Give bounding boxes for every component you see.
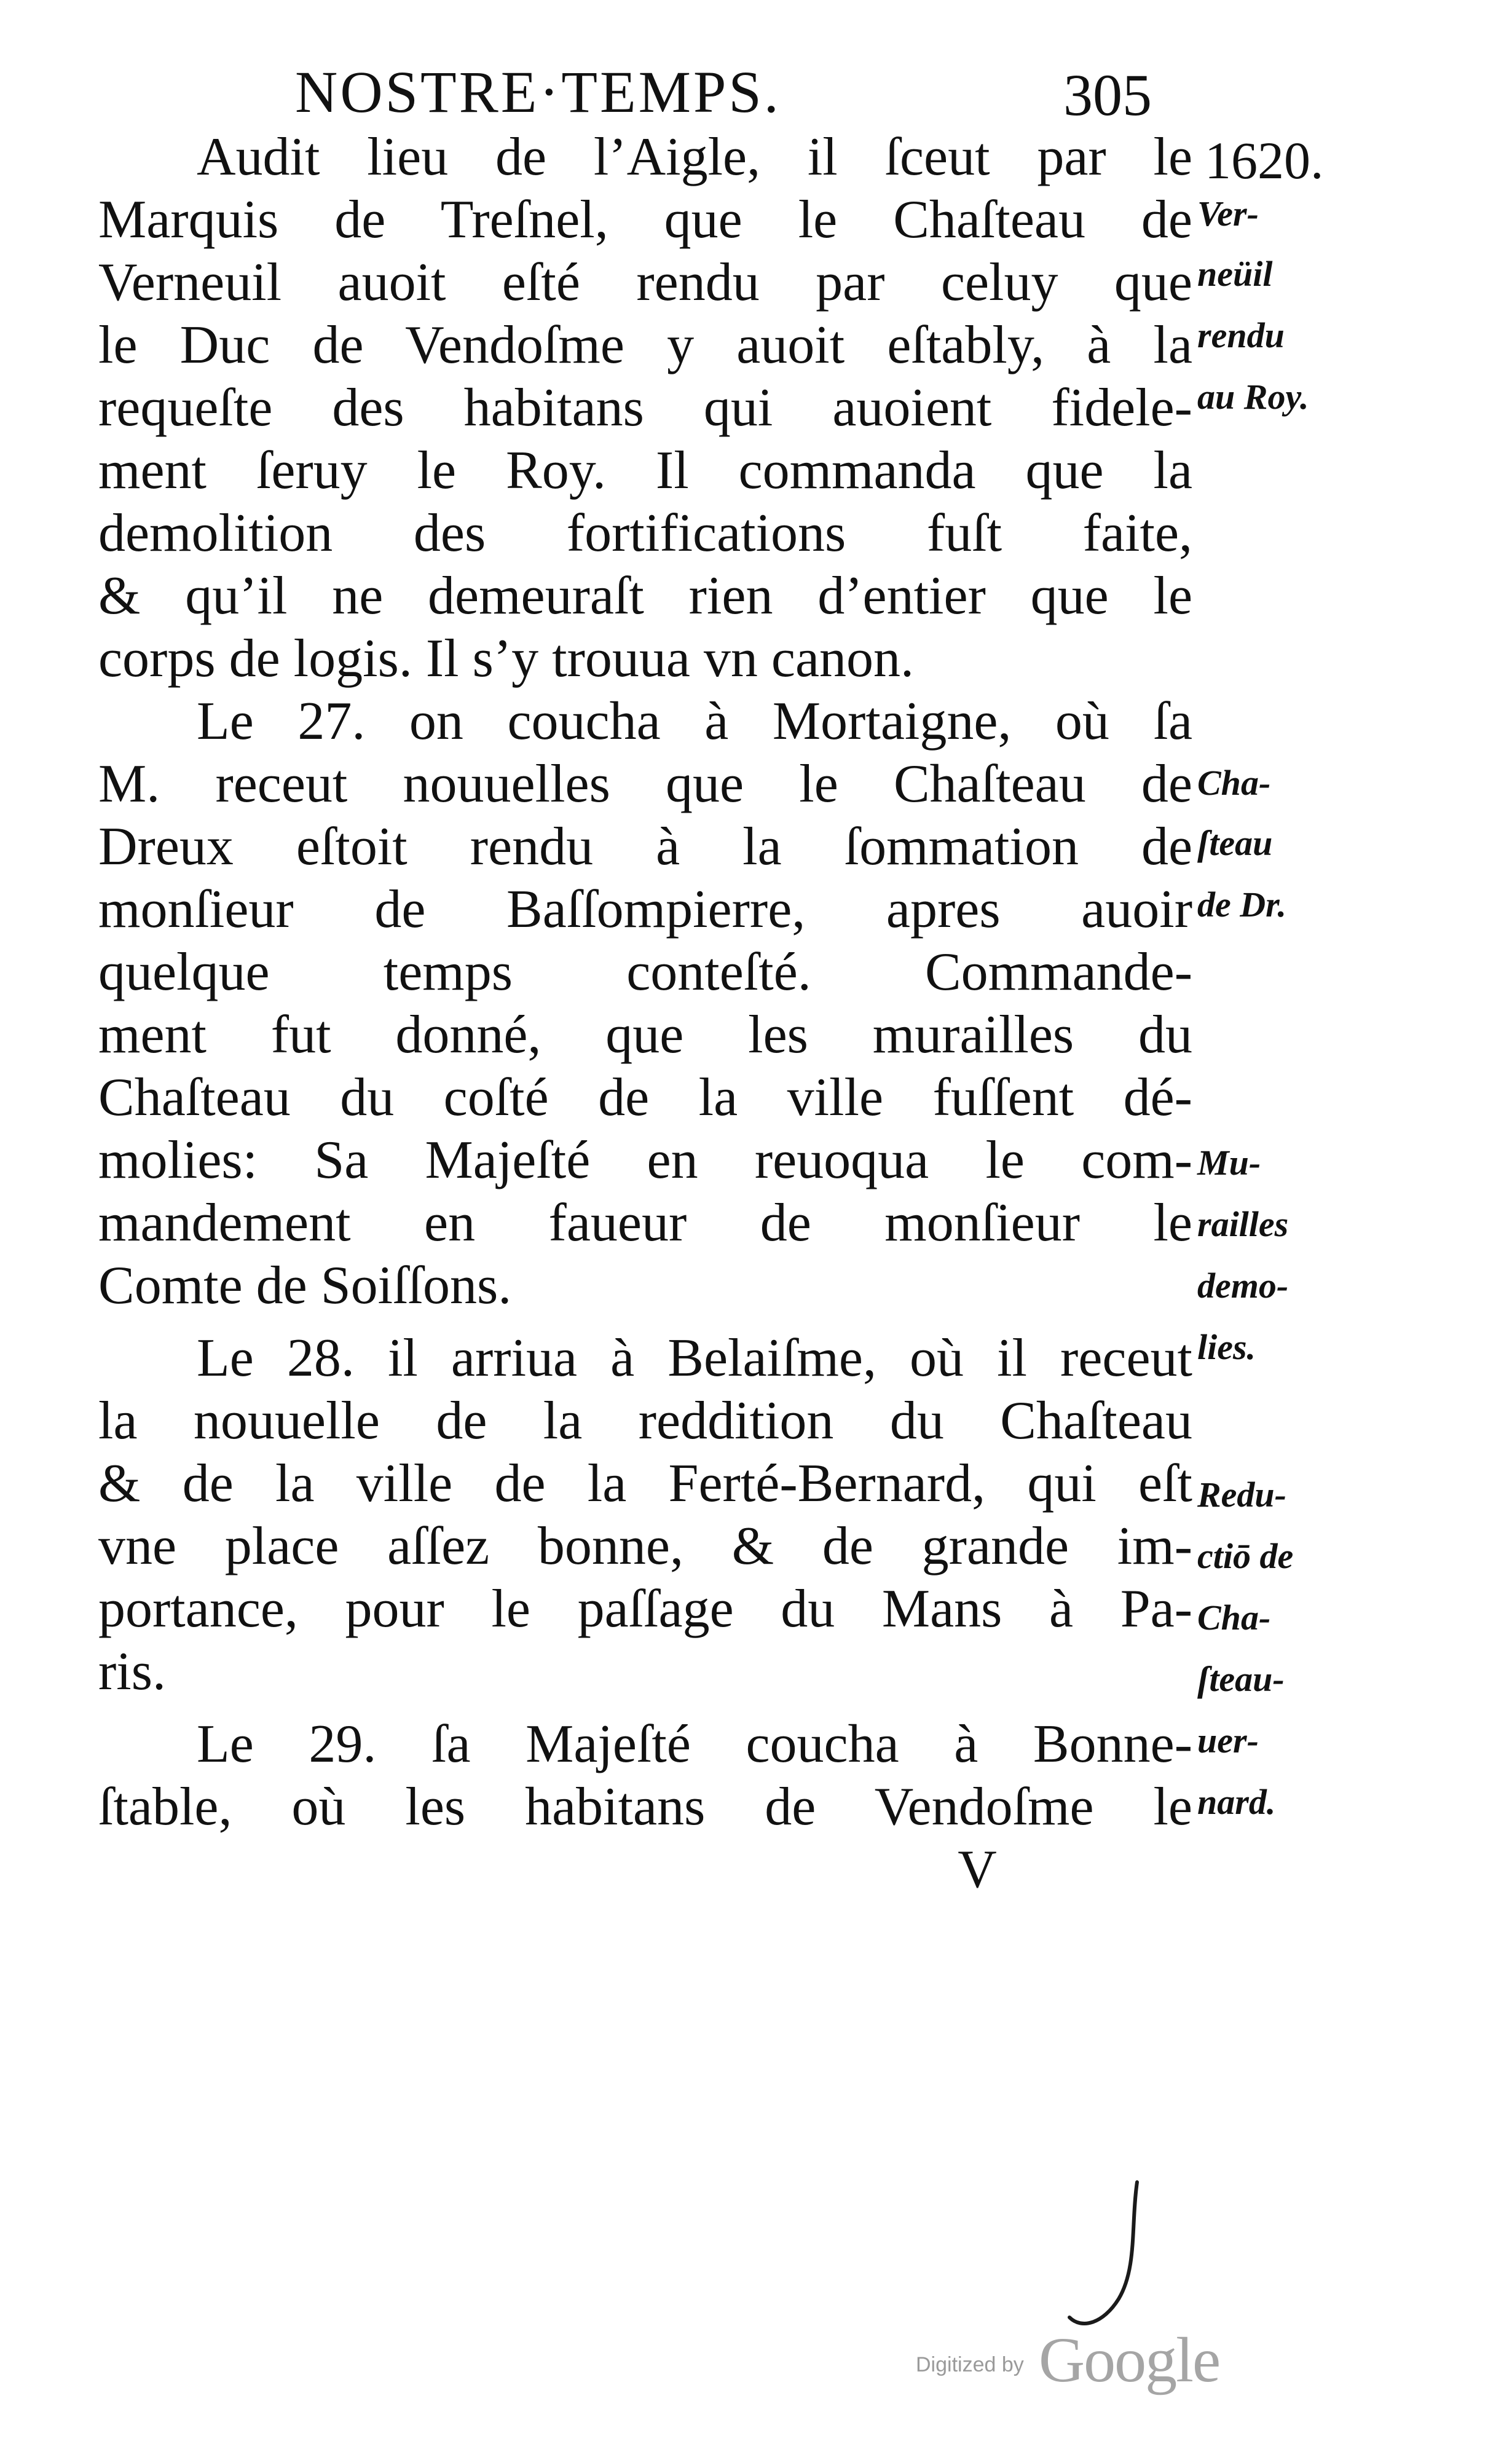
margin-note: Cha- — [1197, 1598, 1271, 1638]
running-head — [295, 58, 1205, 126]
text-line: le Duc de Vendoſme y auoit eſtably, à la — [98, 315, 1192, 375]
ink-stroke-mark — [1045, 2176, 1168, 2348]
margin-note: ctiō de — [1197, 1536, 1294, 1576]
text-line: requeſte des habitans qui auoient fidele- — [98, 378, 1192, 438]
watermark-prefix: Digitized by — [916, 2353, 1024, 2376]
text-line: la nouuelle de la reddition du Chaſteau — [98, 1391, 1192, 1451]
body-text — [98, 126, 1192, 1901]
text-line: ris. — [98, 1642, 166, 1701]
digitization-watermark — [916, 2324, 1235, 2397]
text-line: Le 27. on coucha à Mortaigne, où ſa — [197, 692, 1192, 751]
text-line: monſieur de Baſſompierre, apres auoir — [98, 880, 1192, 939]
margin-note: nard. — [1197, 1782, 1276, 1822]
text-line: Marquis de Treſnel, que le Chaſteau de — [98, 190, 1192, 250]
text-line: Le 29. ſa Majeſté coucha à Bonne- — [197, 1714, 1192, 1774]
text-line: & de la ville de la Ferté-Bernard, qui eſt — [98, 1454, 1192, 1513]
text-line: molies: Sa Majeſté en reuoqua le com- — [98, 1130, 1192, 1190]
text-line: quelque temps conteſté. Commande- — [98, 942, 1192, 1002]
text-line: demolition des fortifications fuſt faite, — [98, 503, 1192, 563]
text-line: Comte de Soiſſons. — [98, 1256, 512, 1315]
text-line: Le 28. il arriua à Belaiſme, où il receut — [197, 1328, 1192, 1388]
text-line: Audit lieu de l’Aigle, il ſceut par le — [197, 127, 1192, 187]
margin-note: demo- — [1197, 1266, 1289, 1306]
text-line: Verneuil auoit eſté rendu par celuy que — [98, 253, 1192, 312]
margin-note: Redu- — [1197, 1475, 1286, 1515]
margin-note: Cha- — [1197, 763, 1271, 803]
margin-note: Mu- — [1197, 1143, 1261, 1183]
margin-note: ſteau- — [1197, 1659, 1285, 1699]
text-line: mandement en faueur de monſieur le — [98, 1193, 1192, 1253]
margin-note: lies. — [1197, 1327, 1256, 1367]
signature-mark: V — [958, 1840, 997, 1899]
text-line: Chaſteau du coſté de la ville fuſſent dé- — [98, 1068, 1192, 1127]
margin-note: Ver- — [1197, 194, 1259, 234]
margin-note: ſteau — [1197, 823, 1273, 863]
year-note: 1620. — [1205, 131, 1324, 190]
text-line: corps de logis. Il s’y trouua vn canon. — [98, 629, 915, 688]
running-title: NOSTRE·TEMPS. — [295, 59, 781, 125]
text-line: ment fut donné, que les murailles du — [98, 1005, 1192, 1065]
text-line: vne place aſſez bonne, & de grande im- — [98, 1516, 1192, 1576]
text-line: M. receut nouuelles que le Chaſteau de — [98, 754, 1192, 814]
margin-note: uer- — [1197, 1721, 1259, 1760]
page-number: 305 — [1063, 62, 1152, 128]
text-line: ment ſeruy le Roy. Il commanda que la — [98, 441, 1192, 500]
text-line: portance, pour le paſſage du Mans à Pa- — [98, 1579, 1192, 1639]
margin-note: de Dr. — [1197, 885, 1286, 924]
text-line: ſtable, où les habitans de Vendoſme le — [98, 1777, 1192, 1837]
margin-note: railles — [1197, 1204, 1289, 1244]
watermark-logo: Google — [1039, 2325, 1220, 2395]
margin-note: rendu — [1197, 315, 1285, 355]
margin-note: neüil — [1197, 254, 1273, 294]
margin-note: au Roy. — [1197, 377, 1309, 417]
text-line: & qu’il ne demeuraſt rien d’entier que le — [98, 566, 1192, 626]
text-line: Dreux eſtoit rendu à la ſommation de — [98, 817, 1192, 877]
